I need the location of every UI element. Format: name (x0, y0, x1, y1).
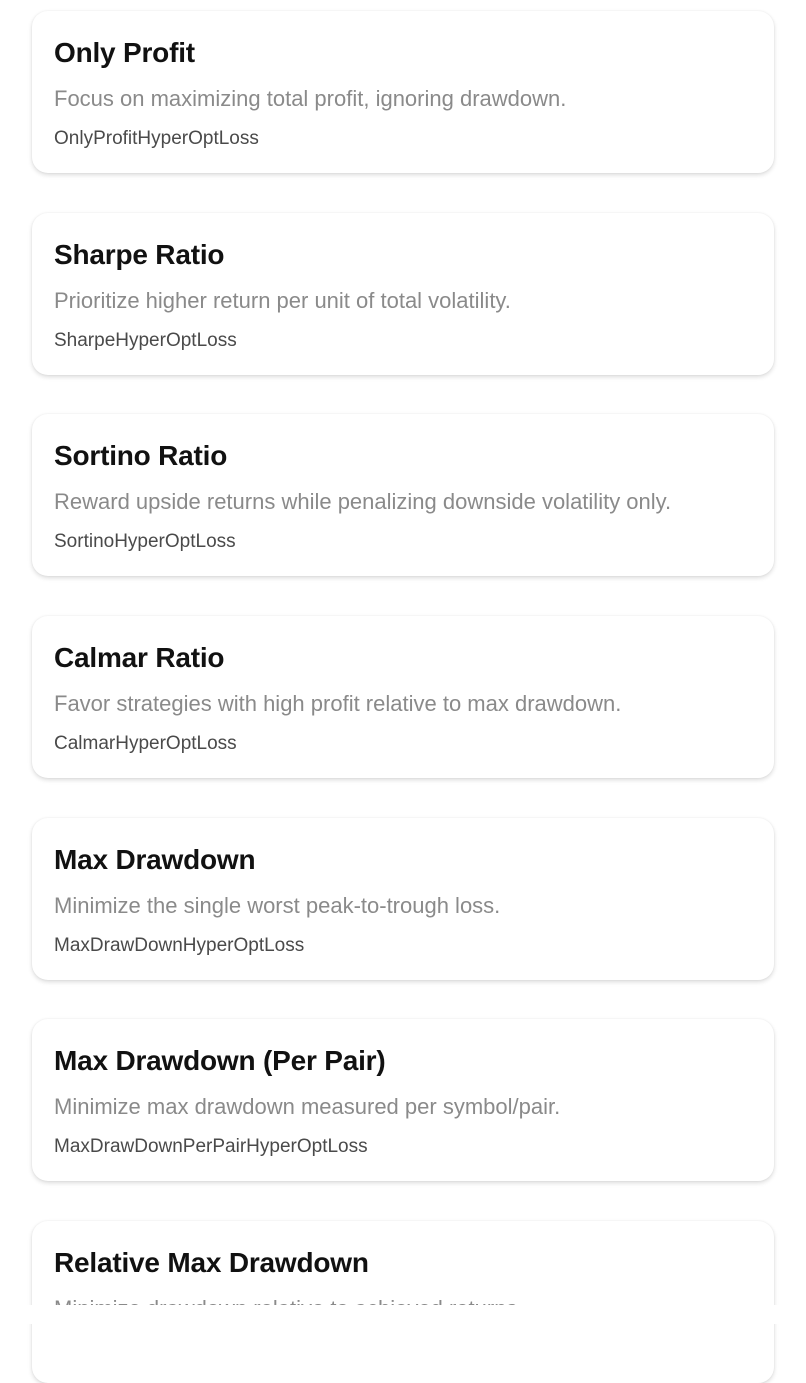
loss-option-title: Max Drawdown (Per Pair) (54, 1045, 386, 1076)
loss-option-card-max-drawdown[interactable] (32, 818, 774, 980)
loss-option-class-name: OnlyProfitHyperOptLoss (54, 128, 259, 149)
loss-option-card-calmar-ratio[interactable] (32, 616, 774, 778)
loss-option-card-max-drawdown-per-pair[interactable] (32, 1019, 774, 1181)
loss-option-card-sharpe-ratio[interactable] (32, 213, 774, 375)
loss-option-title: Max Drawdown (54, 844, 256, 875)
loss-function-list (32, 0, 774, 1305)
loss-option-description: Reward upside returns while penalizing downside volatility only. (54, 489, 672, 514)
loss-option-description: Focus on maximizing total profit, ignoring drawdown. (54, 86, 567, 111)
loss-option-card-sortino-ratio[interactable] (32, 414, 774, 576)
loss-option-class-name: SharpeHyperOptLoss (54, 330, 237, 351)
loss-option-title: Relative Max Drawdown (54, 1247, 369, 1278)
loss-option-title: Sortino Ratio (54, 440, 228, 471)
loss-option-description: Prioritize higher return per unit of total volatility. (54, 288, 511, 313)
loss-option-title: Calmar Ratio (54, 642, 225, 673)
loss-option-card-only-profit[interactable] (32, 11, 774, 173)
loss-option-description: Minimize max drawdown measured per symbol/pair. (54, 1094, 561, 1119)
loss-option-class-name: MaxDrawDownPerPairHyperOptLoss (54, 1136, 368, 1157)
loss-option-class-name: CalmarHyperOptLoss (54, 733, 237, 754)
list-bottom-edge (0, 1305, 806, 1324)
loss-option-title: Sharpe Ratio (54, 239, 225, 270)
loss-option-description: Favor strategies with high profit relative to max drawdown. (54, 691, 622, 716)
loss-option-card-relative-max-drawdown[interactable] (32, 1221, 774, 1383)
loss-option-title: Only Profit (54, 37, 195, 68)
loss-option-class-name: SortinoHyperOptLoss (54, 531, 236, 552)
loss-option-description: Minimize the single worst peak-to-trough loss. (54, 893, 501, 918)
loss-option-class-name: MaxDrawDownHyperOptLoss (54, 935, 305, 956)
